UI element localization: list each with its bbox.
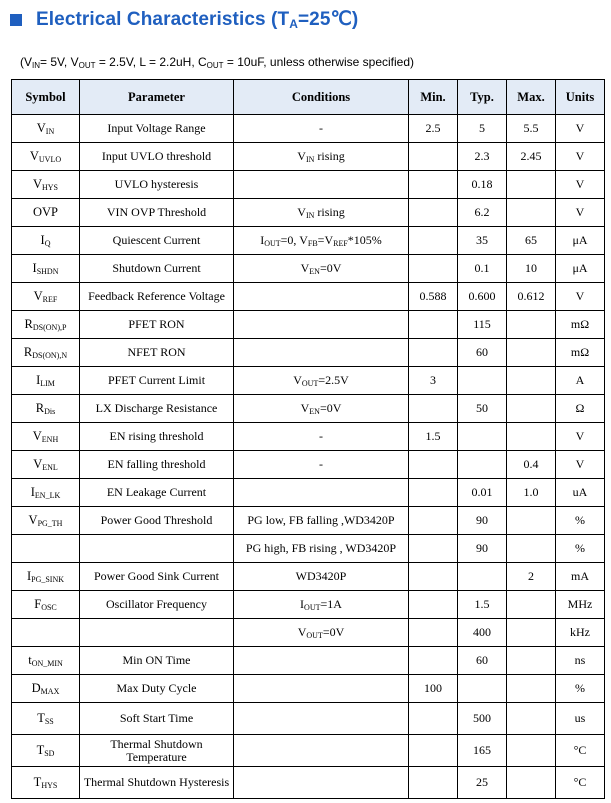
cell-parameter: EN falling threshold	[80, 451, 234, 479]
cell-min: 3	[409, 367, 458, 395]
cell-parameter: Shutdown Current	[80, 255, 234, 283]
cell-units: V	[556, 143, 605, 171]
cell-typ	[458, 563, 507, 591]
cell-max	[507, 735, 556, 767]
cell-typ: 400	[458, 619, 507, 647]
cell-max: 0.4	[507, 451, 556, 479]
cell-units: %	[556, 675, 605, 703]
cell-conditions	[234, 703, 409, 735]
cell-parameter: Feedback Reference Voltage	[80, 283, 234, 311]
cell-parameter: Input Voltage Range	[80, 115, 234, 143]
cell-symbol: $T_{SD}$	[12, 735, 80, 767]
cell-units: mA	[556, 563, 605, 591]
cell-symbol: $I_Q$	[12, 227, 80, 255]
cell-units: A	[556, 367, 605, 395]
cell-max	[507, 675, 556, 703]
cell-units: V	[556, 283, 605, 311]
cell-conditions	[234, 311, 409, 339]
cell-max	[507, 619, 556, 647]
cell-max: 65	[507, 227, 556, 255]
cell-typ	[458, 367, 507, 395]
cell-units: V	[556, 171, 605, 199]
table-row	[12, 339, 605, 367]
cell-min	[409, 535, 458, 563]
cell-units: %	[556, 507, 605, 535]
cell-conditions: $V_{EN}=0V$	[234, 255, 409, 283]
cell-min	[409, 563, 458, 591]
cell-symbol: $t_{ON\_MIN}$	[12, 647, 80, 675]
cell-symbol	[12, 535, 80, 563]
cell-units: ns	[556, 647, 605, 675]
cell-min: 2.5	[409, 115, 458, 143]
cell-symbol: $V_{HYS}$	[12, 171, 80, 199]
cell-symbol: $V_{UVLO}$	[12, 143, 80, 171]
col-header-typ: Typ.	[458, 80, 507, 115]
cell-min	[409, 311, 458, 339]
cell-parameter: VIN OVP Threshold	[80, 199, 234, 227]
cell-units: μA	[556, 227, 605, 255]
cell-typ: 500	[458, 703, 507, 735]
cell-conditions: -	[234, 115, 409, 143]
cell-typ	[458, 451, 507, 479]
cell-parameter: Max Duty Cycle	[80, 675, 234, 703]
cell-parameter: Min ON Time	[80, 647, 234, 675]
cell-parameter: Input UVLO threshold	[80, 143, 234, 171]
cell-typ: 6.2	[458, 199, 507, 227]
cell-max: 1.0	[507, 479, 556, 507]
cell-typ	[458, 423, 507, 451]
cell-conditions	[234, 675, 409, 703]
cell-min	[409, 395, 458, 423]
cell-max	[507, 703, 556, 735]
cell-units: %	[556, 535, 605, 563]
cell-parameter: Oscillator Frequency	[80, 591, 234, 619]
cell-max: 0.612	[507, 283, 556, 311]
cell-max: 10	[507, 255, 556, 283]
col-header-units: Units	[556, 80, 605, 115]
cell-symbol: $V_{IN}$	[12, 115, 80, 143]
col-header-max: Max.	[507, 80, 556, 115]
test-conditions-note: ($V_{IN}= 5V$, $V_{OUT} = 2.5V$, L = 2.2uH, $C_{OUT} = 10uF$, unless otherwise specified)	[20, 55, 414, 70]
cell-parameter: UVLO hysteresis	[80, 171, 234, 199]
table-row	[12, 703, 605, 735]
cell-max	[507, 171, 556, 199]
cell-units: V	[556, 115, 605, 143]
cell-typ: 115	[458, 311, 507, 339]
cell-typ: 90	[458, 535, 507, 563]
cell-conditions: $V_{IN}$ rising	[234, 143, 409, 171]
cell-units: Ω	[556, 395, 605, 423]
table-row	[12, 367, 605, 395]
cell-units: °C	[556, 767, 605, 799]
table-row	[12, 283, 605, 311]
cell-units: uA	[556, 479, 605, 507]
cell-min	[409, 591, 458, 619]
cell-symbol: $R_{DS(ON),N}$	[12, 339, 80, 367]
table-row	[12, 591, 605, 619]
cell-typ: 60	[458, 339, 507, 367]
cell-max	[507, 339, 556, 367]
col-header-parameter: Parameter	[80, 80, 234, 115]
table-row	[12, 395, 605, 423]
electrical-characteristics-table	[11, 79, 605, 799]
cell-conditions	[234, 339, 409, 367]
cell-symbol	[12, 619, 80, 647]
cell-parameter: EN rising threshold	[80, 423, 234, 451]
cell-conditions	[234, 171, 409, 199]
cell-typ: 0.18	[458, 171, 507, 199]
cell-units: V	[556, 199, 605, 227]
cell-max: 2.45	[507, 143, 556, 171]
table-row	[12, 619, 605, 647]
cell-conditions: PG low, FB falling ,WD3420P	[234, 507, 409, 535]
cell-min	[409, 143, 458, 171]
cell-min	[409, 199, 458, 227]
cell-conditions	[234, 283, 409, 311]
cell-min	[409, 735, 458, 767]
table-row	[12, 199, 605, 227]
cell-conditions: -	[234, 423, 409, 451]
cell-min	[409, 647, 458, 675]
cell-typ	[458, 675, 507, 703]
cell-parameter	[80, 535, 234, 563]
cell-symbol: $I_{SHDN}$	[12, 255, 80, 283]
table-row	[12, 423, 605, 451]
cell-typ: 35	[458, 227, 507, 255]
cell-conditions: $I_{OUT}=0$, $V_{FB}=V_{REF}*105\%$	[234, 227, 409, 255]
cell-parameter: EN Leakage Current	[80, 479, 234, 507]
cell-min	[409, 479, 458, 507]
cell-max	[507, 591, 556, 619]
cell-conditions: -	[234, 451, 409, 479]
table-row	[12, 507, 605, 535]
cell-max: 5.5	[507, 115, 556, 143]
table-row	[12, 255, 605, 283]
col-header-symbol: Symbol	[12, 80, 80, 115]
cell-symbol: $I_{LIM}$	[12, 367, 80, 395]
cell-parameter: Power Good Threshold	[80, 507, 234, 535]
cell-symbol: OVP	[12, 199, 80, 227]
cell-min	[409, 703, 458, 735]
cell-conditions	[234, 479, 409, 507]
cell-symbol: $I_{EN\_LK}$	[12, 479, 80, 507]
cell-units: V	[556, 423, 605, 451]
cell-symbol: $V_{ENH}$	[12, 423, 80, 451]
table-row	[12, 311, 605, 339]
col-header-conditions: Conditions	[234, 80, 409, 115]
cell-typ: 0.600	[458, 283, 507, 311]
cell-conditions: WD3420P	[234, 563, 409, 591]
table-row	[12, 735, 605, 767]
cell-parameter	[80, 619, 234, 647]
cell-max	[507, 311, 556, 339]
cell-max	[507, 535, 556, 563]
col-header-min: Min.	[409, 80, 458, 115]
table-row	[12, 451, 605, 479]
cell-parameter: NFET RON	[80, 339, 234, 367]
cell-parameter: Thermal Shutdown Temperature	[80, 735, 234, 767]
cell-min	[409, 767, 458, 799]
cell-units: μA	[556, 255, 605, 283]
cell-min	[409, 255, 458, 283]
table-row	[12, 563, 605, 591]
cell-units: MHz	[556, 591, 605, 619]
cell-typ: 0.01	[458, 479, 507, 507]
cell-units: °C	[556, 735, 605, 767]
cell-max	[507, 647, 556, 675]
cell-min: 1.5	[409, 423, 458, 451]
cell-symbol: $R_{DS(ON),P}$	[12, 311, 80, 339]
cell-typ: 2.3	[458, 143, 507, 171]
cell-parameter: Soft Start Time	[80, 703, 234, 735]
cell-max	[507, 395, 556, 423]
cell-symbol: $D_{MAX}$	[12, 675, 80, 703]
cell-typ: 5	[458, 115, 507, 143]
cell-conditions: $V_{EN}=0V$	[234, 395, 409, 423]
table-row	[12, 171, 605, 199]
cell-units: mΩ	[556, 339, 605, 367]
cell-parameter: Power Good Sink Current	[80, 563, 234, 591]
cell-units: mΩ	[556, 311, 605, 339]
cell-max	[507, 367, 556, 395]
cell-units: us	[556, 703, 605, 735]
cell-typ: 50	[458, 395, 507, 423]
table-row	[12, 479, 605, 507]
cell-max	[507, 767, 556, 799]
cell-typ: 25	[458, 767, 507, 799]
cell-min: 0.588	[409, 283, 458, 311]
cell-symbol: $V_{PG\_TH}$	[12, 507, 80, 535]
cell-max	[507, 507, 556, 535]
cell-typ: 0.1	[458, 255, 507, 283]
square-bullet-icon	[10, 14, 22, 26]
cell-min: 100	[409, 675, 458, 703]
cell-min	[409, 339, 458, 367]
cell-typ: 1.5	[458, 591, 507, 619]
cell-symbol: $I_{PG\_SINK}$	[12, 563, 80, 591]
cell-units: V	[556, 451, 605, 479]
cell-conditions	[234, 647, 409, 675]
cell-min	[409, 227, 458, 255]
table-row	[12, 535, 605, 563]
cell-units: kHz	[556, 619, 605, 647]
cell-parameter: PFET RON	[80, 311, 234, 339]
table-header-row	[12, 80, 605, 115]
cell-conditions: $I_{OUT}=1A$	[234, 591, 409, 619]
cell-symbol: $T_{SS}$	[12, 703, 80, 735]
cell-typ: 60	[458, 647, 507, 675]
cell-conditions: $V_{OUT}=2.5V$	[234, 367, 409, 395]
cell-max	[507, 423, 556, 451]
cell-conditions	[234, 767, 409, 799]
cell-min	[409, 507, 458, 535]
table-row	[12, 647, 605, 675]
cell-parameter: Thermal Shutdown Hysteresis	[80, 767, 234, 799]
cell-conditions: PG high, FB rising , WD3420P	[234, 535, 409, 563]
cell-conditions	[234, 735, 409, 767]
cell-typ: 165	[458, 735, 507, 767]
cell-conditions: $V_{OUT}=0V$	[234, 619, 409, 647]
table-row	[12, 767, 605, 799]
cell-conditions: $V_{IN}$ rising	[234, 199, 409, 227]
cell-parameter: LX Discharge Resistance	[80, 395, 234, 423]
table-row	[12, 675, 605, 703]
table-row	[12, 143, 605, 171]
cell-symbol: $V_{ENL}$	[12, 451, 80, 479]
section-header	[10, 4, 358, 34]
cell-symbol: $F_{OSC}$	[12, 591, 80, 619]
cell-parameter: Quiescent Current	[80, 227, 234, 255]
cell-max: 2	[507, 563, 556, 591]
cell-min	[409, 171, 458, 199]
cell-parameter: PFET Current Limit	[80, 367, 234, 395]
section-title: Electrical Characteristics $(T_A=25℃)$	[36, 8, 359, 31]
cell-max	[507, 199, 556, 227]
table-row	[12, 227, 605, 255]
cell-symbol: $T_{HYS}$	[12, 767, 80, 799]
table-row	[12, 115, 605, 143]
cell-symbol: $R_{Dis}$	[12, 395, 80, 423]
cell-min	[409, 451, 458, 479]
cell-symbol: $V_{REF}$	[12, 283, 80, 311]
cell-min	[409, 619, 458, 647]
cell-typ: 90	[458, 507, 507, 535]
